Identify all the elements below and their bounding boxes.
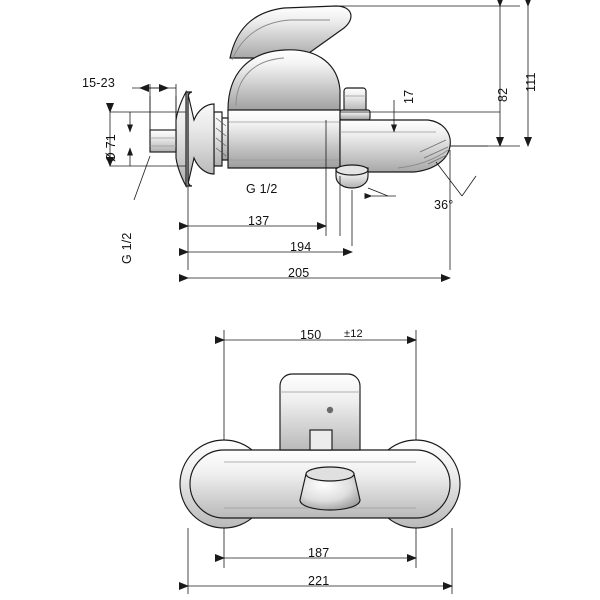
- label-dim-82: 82: [496, 87, 510, 102]
- label-dim-137: 137: [248, 214, 270, 228]
- label-tolerance: ±12: [344, 328, 363, 340]
- label-dim-205: 205: [288, 266, 310, 280]
- label-flange-diameter: Ø 71: [104, 134, 118, 162]
- front-elevation-geometry: [180, 374, 460, 528]
- label-dim-194: 194: [290, 240, 312, 254]
- label-inlet-thread-left: G 1/2: [120, 232, 134, 264]
- label-outlet-thread: G 1/2: [246, 182, 278, 196]
- label-wall-distance: 15-23: [82, 76, 115, 90]
- label-dim-221: 221: [308, 574, 330, 588]
- label-dim-187: 187: [308, 546, 330, 560]
- label-dim-150: 150: [300, 328, 322, 342]
- label-spout-height: 17: [402, 89, 416, 104]
- label-spout-angle: 36°: [434, 198, 454, 212]
- label-dim-111: 111: [524, 72, 538, 92]
